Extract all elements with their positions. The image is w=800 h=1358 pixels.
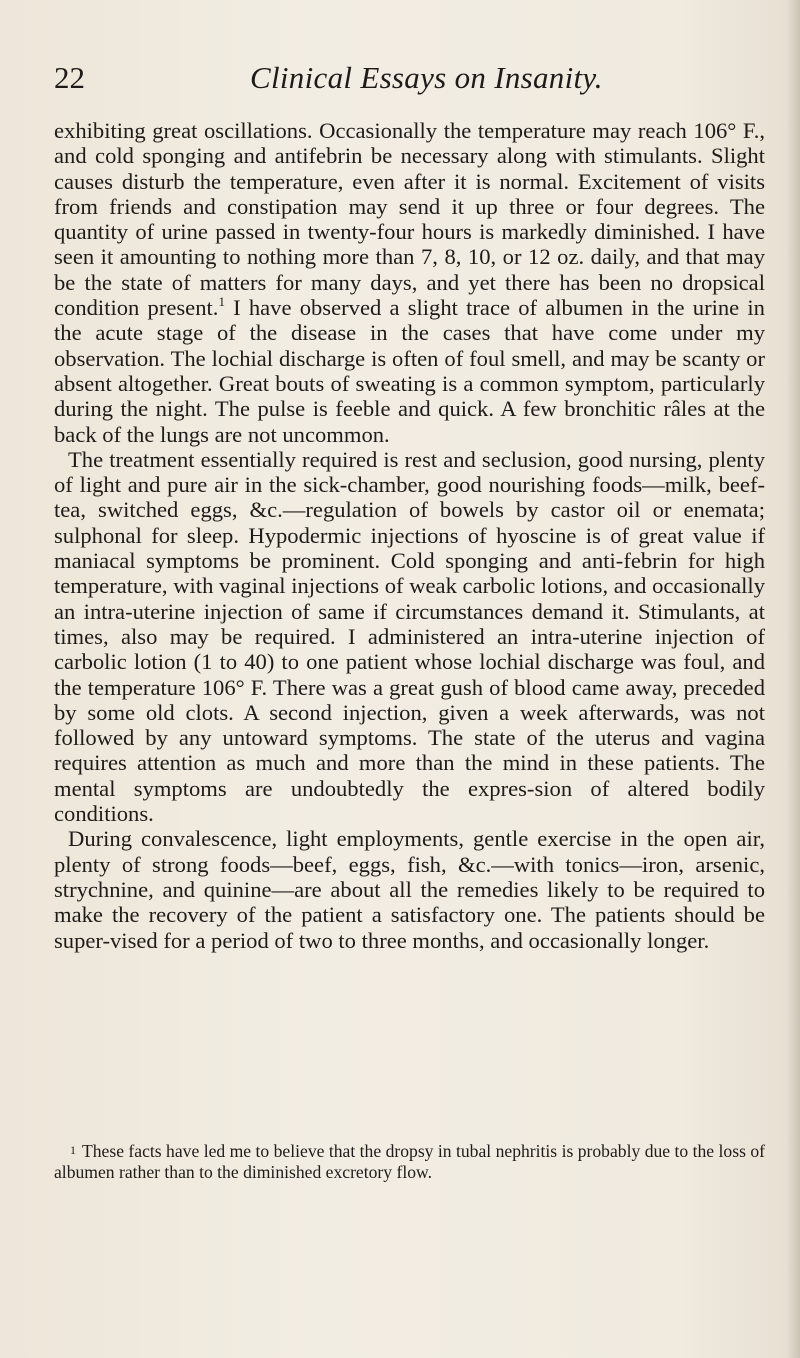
footnote	[54, 1140, 765, 1183]
paragraph-symptoms-part1: exhibiting great oscillations. Occasionally the temperature may reach 106° F., and cold sponging and antifebrin be necessary along with stimulants. Slight causes disturb the temperature, even after it is normal. Excitement of visits from friends and constipation may send it up three or four degrees. The quantity of urine passed in twenty-four hours is markedly diminished. I have seen it amounting to nothing more than 7, 8, 10, or 12 oz. daily, and that may be the state of matters for many days, and yet there has been no dropsical condition present.	[54, 118, 765, 321]
page-edge-shadow	[786, 0, 800, 1358]
page-number: 22	[54, 60, 85, 95]
paragraph-convalescence: During convalescence, light employments, gentle exercise in the open air, plenty of strong foods—beef, eggs, fish, &c.—with tonics—iron, arsenic, strychnine, and quinine—are about all the remedies likely to be required to make the recovery of the patient a satisfactory one. The patients should be super-vised for a period of two to three months, and occasionally longer.	[54, 826, 765, 953]
paragraph-treatment: The treatment essentially required is rest and seclusion, good nursing, plenty of light and pure air in the sick-chamber, good nourishing foods—milk, beef-tea, switched eggs, &c.—regulation of bowels by castor oil or enemata; sulphonal for sleep. Hypodermic injections of hyoscine is of great value if maniacal symptoms be prominent. Cold sponging and anti-febrin for high temperature, with vaginal injections of weak carbolic lotions, and occasionally an intra-uterine injection of same if circumstances demand it. Stimulants, at times, also may be required. I administered an intra-uterine injection of carbolic lotion (1 to 40) to one patient whose lochial discharge was foul, and the temperature 106° F. There was a great gush of blood came away, preceded by some old clots. A second injection, given a week afterwards, was not followed by any untoward symptoms. The state of the uterus and vagina requires attention as much and more than the mind in these patients. The mental symptoms are undoubtedly the expres-sion of altered bodily conditions.	[54, 446, 765, 827]
paragraph-symptoms	[54, 118, 765, 447]
footnote-mark: 1	[70, 1143, 76, 1157]
body-text	[54, 118, 765, 953]
page-header	[54, 58, 754, 108]
paragraph-symptoms-part2: I have observed a slight trace of albumen in the urine in the acute stage of the disease in the cases that have come under my observation. The lochial discharge is often of foul smell, and may be scanty or absent altogether. Great bouts of sweating is a common symptom, particularly during the night. The pulse is feeble and quick. A few bronchitic râles at the back of the lungs are not uncommon.	[54, 295, 765, 447]
running-title: Clinical Essays on Insanity.	[250, 60, 603, 95]
footnote-reference: 1	[218, 294, 225, 310]
footnote-paragraph	[54, 1140, 765, 1183]
footnote-text: These facts have led me to believe that the dropsy in tubal nephritis is probably due to the loss of albumen rather than to the diminished excretory flow.	[54, 1141, 765, 1182]
